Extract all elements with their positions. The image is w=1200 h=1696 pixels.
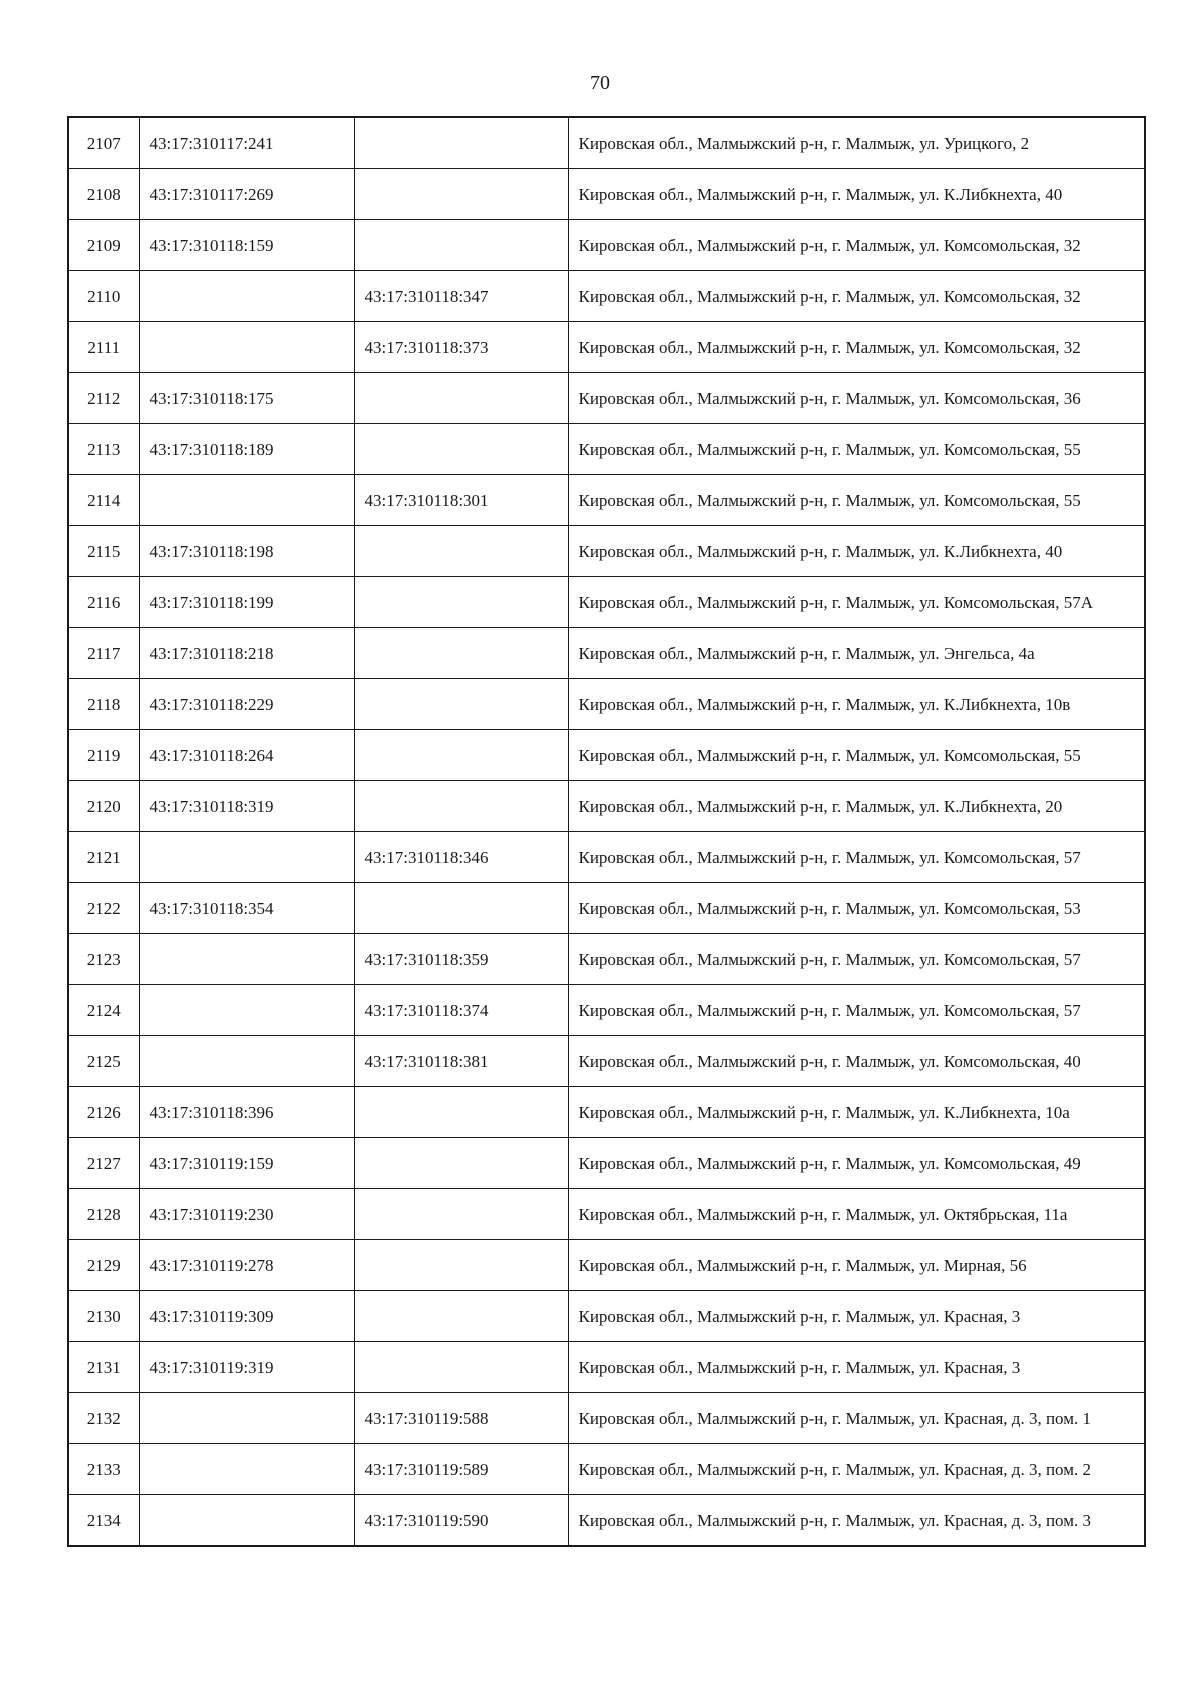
table-row xyxy=(68,1495,1145,1547)
table-row xyxy=(68,322,1145,373)
land-cadastral-number-cell xyxy=(139,322,354,373)
object-cadastral-number-cell: 43:17:310118:301 xyxy=(354,475,568,526)
address-cell: Кировская обл., Малмыжский р-н, г. Малмыж, ул. Октябрьская, 11а xyxy=(568,1189,1145,1240)
row-number-cell: 2107 xyxy=(68,117,139,169)
address-cell: Кировская обл., Малмыжский р-н, г. Малмыж, ул. Мирная, 56 xyxy=(568,1240,1145,1291)
table-row xyxy=(68,1138,1145,1189)
table-row xyxy=(68,220,1145,271)
land-cadastral-number-cell: 43:17:310118:354 xyxy=(139,883,354,934)
address-cell: Кировская обл., Малмыжский р-н, г. Малмыж, ул. Комсомольская, 32 xyxy=(568,322,1145,373)
row-number-cell: 2133 xyxy=(68,1444,139,1495)
land-cadastral-number-cell xyxy=(139,985,354,1036)
object-cadastral-number-cell xyxy=(354,1240,568,1291)
address-cell: Кировская обл., Малмыжский р-н, г. Малмыж, ул. К.Либкнехта, 10в xyxy=(568,679,1145,730)
address-cell: Кировская обл., Малмыжский р-н, г. Малмыж, ул. Комсомольская, 55 xyxy=(568,424,1145,475)
address-cell: Кировская обл., Малмыжский р-н, г. Малмыж, ул. Комсомольская, 49 xyxy=(568,1138,1145,1189)
address-cell: Кировская обл., Малмыжский р-н, г. Малмыж, ул. К.Либкнехта, 40 xyxy=(568,169,1145,220)
row-number-cell: 2124 xyxy=(68,985,139,1036)
object-cadastral-number-cell xyxy=(354,781,568,832)
table-row xyxy=(68,1240,1145,1291)
table-row xyxy=(68,1036,1145,1087)
row-number-cell: 2111 xyxy=(68,322,139,373)
table-row xyxy=(68,985,1145,1036)
land-cadastral-number-cell: 43:17:310118:159 xyxy=(139,220,354,271)
land-cadastral-number-cell: 43:17:310118:264 xyxy=(139,730,354,781)
object-cadastral-number-cell: 43:17:310119:588 xyxy=(354,1393,568,1444)
land-cadastral-number-cell: 43:17:310119:230 xyxy=(139,1189,354,1240)
land-cadastral-number-cell xyxy=(139,1495,354,1547)
table-row xyxy=(68,1342,1145,1393)
object-cadastral-number-cell xyxy=(354,730,568,781)
row-number-cell: 2117 xyxy=(68,628,139,679)
object-cadastral-number-cell: 43:17:310118:373 xyxy=(354,322,568,373)
object-cadastral-number-cell xyxy=(354,1342,568,1393)
row-number-cell: 2125 xyxy=(68,1036,139,1087)
row-number-cell: 2127 xyxy=(68,1138,139,1189)
object-cadastral-number-cell xyxy=(354,577,568,628)
table-row xyxy=(68,373,1145,424)
object-cadastral-number-cell xyxy=(354,220,568,271)
row-number-cell: 2122 xyxy=(68,883,139,934)
row-number-cell: 2113 xyxy=(68,424,139,475)
land-cadastral-number-cell xyxy=(139,1444,354,1495)
land-cadastral-number-cell: 43:17:310118:198 xyxy=(139,526,354,577)
object-cadastral-number-cell xyxy=(354,373,568,424)
object-cadastral-number-cell xyxy=(354,1189,568,1240)
table-row xyxy=(68,1444,1145,1495)
table-row xyxy=(68,1291,1145,1342)
object-cadastral-number-cell: 43:17:310118:374 xyxy=(354,985,568,1036)
address-cell: Кировская обл., Малмыжский р-н, г. Малмыж, ул. Энгельса, 4а xyxy=(568,628,1145,679)
land-cadastral-number-cell: 43:17:310119:278 xyxy=(139,1240,354,1291)
address-cell: Кировская обл., Малмыжский р-н, г. Малмыж, ул. Комсомольская, 32 xyxy=(568,271,1145,322)
table-row xyxy=(68,577,1145,628)
row-number-cell: 2108 xyxy=(68,169,139,220)
land-cadastral-number-cell xyxy=(139,934,354,985)
address-cell: Кировская обл., Малмыжский р-н, г. Малмыж, ул. Комсомольская, 40 xyxy=(568,1036,1145,1087)
row-number-cell: 2109 xyxy=(68,220,139,271)
row-number-cell: 2131 xyxy=(68,1342,139,1393)
row-number-cell: 2129 xyxy=(68,1240,139,1291)
address-cell: Кировская обл., Малмыжский р-н, г. Малмыж, ул. Комсомольская, 32 xyxy=(568,220,1145,271)
address-cell: Кировская обл., Малмыжский р-н, г. Малмыж, ул. Комсомольская, 55 xyxy=(568,730,1145,781)
table-row xyxy=(68,934,1145,985)
land-cadastral-number-cell: 43:17:310119:319 xyxy=(139,1342,354,1393)
object-cadastral-number-cell: 43:17:310119:590 xyxy=(354,1495,568,1547)
row-number-cell: 2115 xyxy=(68,526,139,577)
table-row xyxy=(68,679,1145,730)
table-row xyxy=(68,1189,1145,1240)
table-row xyxy=(68,424,1145,475)
row-number-cell: 2112 xyxy=(68,373,139,424)
object-cadastral-number-cell xyxy=(354,628,568,679)
land-cadastral-number-cell: 43:17:310118:199 xyxy=(139,577,354,628)
address-cell: Кировская обл., Малмыжский р-н, г. Малмыж, ул. Красная, 3 xyxy=(568,1342,1145,1393)
row-number-cell: 2120 xyxy=(68,781,139,832)
address-cell: Кировская обл., Малмыжский р-н, г. Малмыж, ул. Комсомольская, 36 xyxy=(568,373,1145,424)
land-cadastral-number-cell xyxy=(139,832,354,883)
table-row xyxy=(68,1393,1145,1444)
table-row xyxy=(68,832,1145,883)
land-cadastral-number-cell xyxy=(139,1393,354,1444)
address-cell: Кировская обл., Малмыжский р-н, г. Малмыж, ул. Комсомольская, 57 xyxy=(568,832,1145,883)
address-cell: Кировская обл., Малмыжский р-н, г. Малмыж, ул. Комсомольская, 55 xyxy=(568,475,1145,526)
land-cadastral-number-cell: 43:17:310118:396 xyxy=(139,1087,354,1138)
object-cadastral-number-cell: 43:17:310118:346 xyxy=(354,832,568,883)
row-number-cell: 2128 xyxy=(68,1189,139,1240)
registry-table xyxy=(67,116,1146,1547)
row-number-cell: 2114 xyxy=(68,475,139,526)
address-cell: Кировская обл., Малмыжский р-н, г. Малмыж, ул. Красная, 3 xyxy=(568,1291,1145,1342)
land-cadastral-number-cell: 43:17:310117:241 xyxy=(139,117,354,169)
land-cadastral-number-cell: 43:17:310119:309 xyxy=(139,1291,354,1342)
object-cadastral-number-cell xyxy=(354,424,568,475)
land-cadastral-number-cell: 43:17:310118:319 xyxy=(139,781,354,832)
table-row xyxy=(68,271,1145,322)
address-cell: Кировская обл., Малмыжский р-н, г. Малмыж, ул. Красная, д. 3, пом. 1 xyxy=(568,1393,1145,1444)
address-cell: Кировская обл., Малмыжский р-н, г. Малмыж, ул. Урицкого, 2 xyxy=(568,117,1145,169)
address-cell: Кировская обл., Малмыжский р-н, г. Малмыж, ул. К.Либкнехта, 20 xyxy=(568,781,1145,832)
object-cadastral-number-cell xyxy=(354,1087,568,1138)
page-number: 70 xyxy=(590,72,610,94)
table-row xyxy=(68,883,1145,934)
address-cell: Кировская обл., Малмыжский р-н, г. Малмыж, ул. Комсомольская, 57 xyxy=(568,985,1145,1036)
row-number-cell: 2110 xyxy=(68,271,139,322)
object-cadastral-number-cell xyxy=(354,1138,568,1189)
object-cadastral-number-cell xyxy=(354,883,568,934)
object-cadastral-number-cell: 43:17:310119:589 xyxy=(354,1444,568,1495)
row-number-cell: 2134 xyxy=(68,1495,139,1547)
land-cadastral-number-cell: 43:17:310118:218 xyxy=(139,628,354,679)
land-cadastral-number-cell xyxy=(139,1036,354,1087)
object-cadastral-number-cell: 43:17:310118:359 xyxy=(354,934,568,985)
table-row xyxy=(68,781,1145,832)
address-cell: Кировская обл., Малмыжский р-н, г. Малмыж, ул. К.Либкнехта, 40 xyxy=(568,526,1145,577)
row-number-cell: 2121 xyxy=(68,832,139,883)
row-number-cell: 2118 xyxy=(68,679,139,730)
table-row xyxy=(68,117,1145,169)
land-cadastral-number-cell: 43:17:310118:229 xyxy=(139,679,354,730)
land-cadastral-number-cell: 43:17:310118:189 xyxy=(139,424,354,475)
object-cadastral-number-cell xyxy=(354,169,568,220)
address-cell: Кировская обл., Малмыжский р-н, г. Малмыж, ул. Комсомольская, 53 xyxy=(568,883,1145,934)
object-cadastral-number-cell xyxy=(354,117,568,169)
table-row xyxy=(68,628,1145,679)
land-cadastral-number-cell: 43:17:310118:175 xyxy=(139,373,354,424)
table-row xyxy=(68,526,1145,577)
table-row xyxy=(68,475,1145,526)
land-cadastral-number-cell: 43:17:310119:159 xyxy=(139,1138,354,1189)
address-cell: Кировская обл., Малмыжский р-н, г. Малмыж, ул. Комсомольская, 57 xyxy=(568,934,1145,985)
object-cadastral-number-cell: 43:17:310118:381 xyxy=(354,1036,568,1087)
row-number-cell: 2123 xyxy=(68,934,139,985)
row-number-cell: 2119 xyxy=(68,730,139,781)
table-row xyxy=(68,730,1145,781)
address-cell: Кировская обл., Малмыжский р-н, г. Малмыж, ул. К.Либкнехта, 10а xyxy=(568,1087,1145,1138)
object-cadastral-number-cell: 43:17:310118:347 xyxy=(354,271,568,322)
table-row xyxy=(68,169,1145,220)
row-number-cell: 2132 xyxy=(68,1393,139,1444)
land-cadastral-number-cell: 43:17:310117:269 xyxy=(139,169,354,220)
address-cell: Кировская обл., Малмыжский р-н, г. Малмыж, ул. Красная, д. 3, пом. 3 xyxy=(568,1495,1145,1547)
row-number-cell: 2130 xyxy=(68,1291,139,1342)
land-cadastral-number-cell xyxy=(139,271,354,322)
row-number-cell: 2116 xyxy=(68,577,139,628)
row-number-cell: 2126 xyxy=(68,1087,139,1138)
land-cadastral-number-cell xyxy=(139,475,354,526)
object-cadastral-number-cell xyxy=(354,1291,568,1342)
address-cell: Кировская обл., Малмыжский р-н, г. Малмыж, ул. Комсомольская, 57А xyxy=(568,577,1145,628)
object-cadastral-number-cell xyxy=(354,679,568,730)
address-cell: Кировская обл., Малмыжский р-н, г. Малмыж, ул. Красная, д. 3, пом. 2 xyxy=(568,1444,1145,1495)
object-cadastral-number-cell xyxy=(354,526,568,577)
registry-table-body xyxy=(68,117,1145,1546)
table-row xyxy=(68,1087,1145,1138)
